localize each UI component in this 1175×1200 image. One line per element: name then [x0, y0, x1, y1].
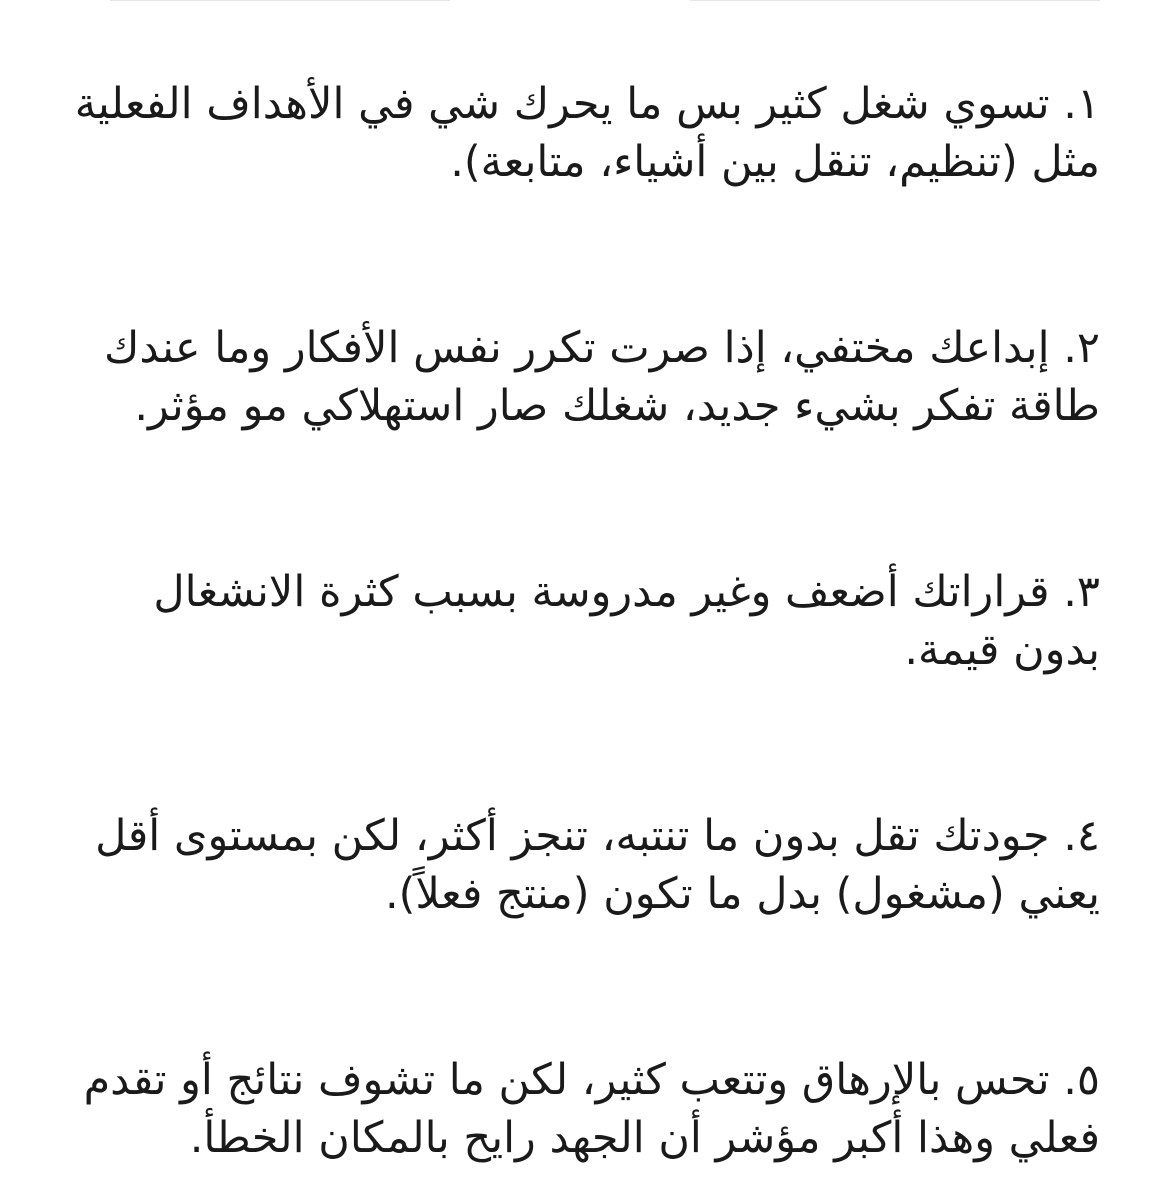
list-item [80, 563, 1100, 679]
item-text-line: مثل (تنظيم، تنقل بين أشياء، متابعة). [450, 137, 1100, 187]
item-text-line: فعلي وهذا أكبر مؤشر أن الجهد رايح بالمكان الخطأ. [189, 1113, 1100, 1163]
item-text-line: ١. تسوي شغل كثير بس ما يحرك شي في الأهداف الفعلية [74, 79, 1100, 129]
list-item [80, 1051, 1100, 1167]
item-text-line: ٣. قراراتك أضعف وغير مدروسة بسبب كثرة الانشغال [153, 567, 1100, 617]
top-divider-right [690, 0, 1100, 1]
item-text-line: ٢. إبداعك مختفي، إذا صرت تكرر نفس الأفكار وما عندك [103, 323, 1100, 373]
article-body [74, 75, 1100, 1167]
item-text-line: ٤. جودتك تقل بدون ما تنتبه، تنجز أكثر، لكن بمستوى أقل [95, 811, 1100, 861]
top-edge [0, 0, 1175, 14]
item-text-line: بدون قيمة. [904, 625, 1100, 675]
item-text-line: يعني (مشغول) بدل ما تكون (منتج فعلاً). [384, 869, 1100, 919]
list-item [74, 75, 1100, 191]
list-item [80, 807, 1100, 923]
item-text-line: طاقة تفكر بشيء جديد، شغلك صار استهلاكي مو مؤثر. [134, 381, 1100, 431]
top-divider-left [110, 0, 450, 1]
item-text-line: ٥. تحس بالإرهاق وتتعب كثير، لكن ما تشوف نتائج أو تقدم [83, 1055, 1100, 1105]
list-item [80, 319, 1100, 435]
